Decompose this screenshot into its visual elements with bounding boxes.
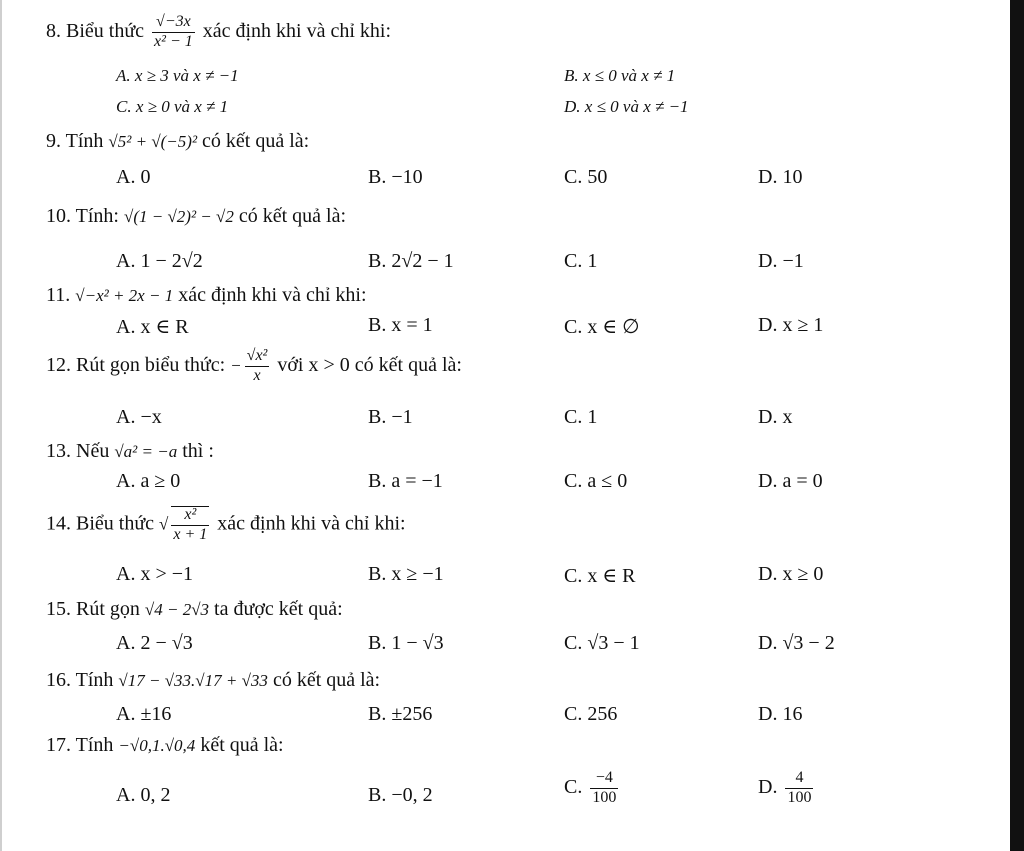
question-9: [46, 130, 309, 153]
page-right-border: [1010, 0, 1024, 851]
option-b: B. x = 1: [368, 314, 433, 336]
fraction-numerator: √−3x: [152, 14, 195, 33]
option-label: C.: [564, 775, 583, 798]
question-number: 9.: [46, 130, 61, 152]
question-number: 13.: [46, 440, 71, 462]
option-label: D.: [758, 775, 778, 798]
question-number: 10.: [46, 205, 71, 227]
question-13: [46, 440, 214, 463]
question-10: [46, 205, 346, 228]
option-d: D. x ≥ 1: [758, 314, 824, 336]
option-c: C. x ≥ 0 và x ≠ 1: [116, 97, 229, 116]
option-b: B. −0, 2: [368, 784, 433, 806]
option-c: C. 1: [564, 406, 598, 428]
option-c: C. 50: [564, 166, 608, 188]
option-b: B. x ≤ 0 và x ≠ 1: [564, 66, 676, 85]
option-c: C. √3 − 1: [564, 632, 640, 654]
question-prefix: Tính:: [75, 205, 119, 227]
question-suffix: ta được kết quả:: [214, 598, 343, 620]
question-number: 15.: [46, 598, 71, 620]
question-suffix: có kết quả là:: [238, 205, 347, 227]
option-c: C. a ≤ 0: [564, 470, 628, 492]
math-expression: √−x² + 2x − 1: [75, 286, 174, 305]
fraction-expression: [785, 770, 813, 807]
option-a: A. ±16: [116, 703, 172, 725]
question-prefix: Biểu thức: [76, 512, 155, 535]
option-b: B. ±256: [368, 703, 433, 725]
question-suffix: xác định khi và chỉ khi:: [202, 19, 392, 42]
option-c: C. x ∈ R: [564, 565, 636, 587]
fraction-expression: [171, 506, 209, 544]
question-number: 17.: [46, 734, 71, 756]
question-12: 12. Rút gọn biểu thức: − $\frac{\text{√x²}}{x}$ với x > 0 có kết quả là:: [46, 347, 462, 384]
math-expression: −√0,1.√0,4: [118, 736, 196, 755]
option-a: A. 2 − √3: [116, 632, 193, 654]
option-d: D. x: [758, 406, 793, 428]
option-a: A. a ≥ 0: [116, 470, 181, 492]
question-suffix: với x > 0 có kết quả là:: [277, 353, 462, 376]
question-number: 14.: [46, 512, 71, 535]
question-prefix: Tính: [75, 669, 114, 691]
option-b: B. −10: [368, 166, 423, 188]
question-prefix: Rút gọn: [76, 598, 140, 620]
option-b: B. −1: [368, 406, 413, 428]
option-d: D. a = 0: [758, 470, 823, 492]
question-8: [46, 14, 391, 51]
option-c: C. 256: [564, 703, 618, 725]
fraction-denominator: x² − 1: [154, 32, 193, 50]
option-b: B. 1 − √3: [368, 632, 444, 654]
math-expression: √a² = −a: [114, 442, 178, 461]
math-expression: √5² + √(−5)²: [108, 132, 198, 151]
fraction-denominator: 100: [592, 788, 617, 806]
question-15: [46, 598, 343, 621]
fraction-numerator: x²: [171, 507, 209, 526]
question-suffix: xác định khi và chỉ khi:: [178, 284, 367, 306]
option-a: A. −x: [116, 406, 162, 428]
question-number: 8.: [46, 19, 61, 42]
option-d: [758, 770, 816, 807]
fraction-expression: [590, 770, 618, 807]
question-prefix: Biểu thức: [66, 19, 145, 42]
question-number: 12.: [46, 353, 71, 376]
question-prefix: Tính: [75, 734, 114, 756]
option-b: B. a = −1: [368, 470, 443, 492]
question-suffix: kết quả là:: [200, 734, 284, 756]
option-a: A. x ≥ 3 và x ≠ −1: [116, 66, 239, 85]
question-14: 14. Biểu thức √ $\frac{\text{x²}}{x + 1}$ xác định khi và chỉ khi:: [46, 506, 406, 543]
question-suffix: thì :: [182, 440, 214, 462]
math-expression: √(1 − √2)² − √2: [123, 207, 234, 226]
question-17: [46, 734, 284, 757]
option-d: D. −1: [758, 250, 804, 272]
question-suffix: có kết quả là:: [202, 130, 310, 152]
option-d: D. x ≥ 0: [758, 563, 824, 585]
option-d: D. √3 − 2: [758, 632, 835, 654]
fraction-denominator: 100: [787, 788, 812, 806]
fraction-denominator: x + 1: [173, 525, 208, 543]
math-expression: √17 − √33.√17 + √33: [118, 671, 268, 690]
option-d: D. 16: [758, 703, 803, 725]
option-c: C. x ∈ ∅: [564, 316, 640, 338]
fraction-expression: [152, 14, 195, 51]
fraction-numerator: −4: [590, 770, 618, 789]
option-d: D. x ≤ 0 và x ≠ −1: [564, 97, 689, 116]
question-number: 11.: [46, 284, 71, 306]
option-b: B. 2√2 − 1: [368, 250, 454, 272]
option-c: C. 1: [564, 250, 598, 272]
option-b: B. x ≥ −1: [368, 563, 444, 585]
option-a: A. x > −1: [116, 563, 194, 585]
page-left-edge: [0, 0, 2, 851]
fraction-denominator: x: [253, 366, 261, 384]
question-prefix: Tính: [65, 130, 104, 152]
option-d: D. 10: [758, 166, 803, 188]
option-a: A. 0, 2: [116, 784, 171, 806]
option-a: A. 0: [116, 166, 151, 188]
math-expression: √4 − 2√3: [144, 600, 210, 619]
question-prefix: Rút gọn biểu thức:: [76, 353, 226, 376]
option-a: A. 1 − 2√2: [116, 250, 203, 272]
question-11: [46, 284, 367, 307]
question-16: [46, 669, 380, 692]
question-number: 16.: [46, 669, 71, 691]
option-a: A. x ∈ R: [116, 316, 189, 338]
fraction-expression: [245, 348, 270, 385]
fraction-numerator: √x²: [245, 348, 270, 367]
option-c: [564, 770, 621, 807]
fraction-numerator: 4: [785, 770, 813, 789]
question-suffix: xác định khi và chỉ khi:: [217, 512, 406, 535]
question-prefix: Nếu: [76, 440, 110, 462]
question-suffix: có kết quả là:: [272, 669, 381, 691]
